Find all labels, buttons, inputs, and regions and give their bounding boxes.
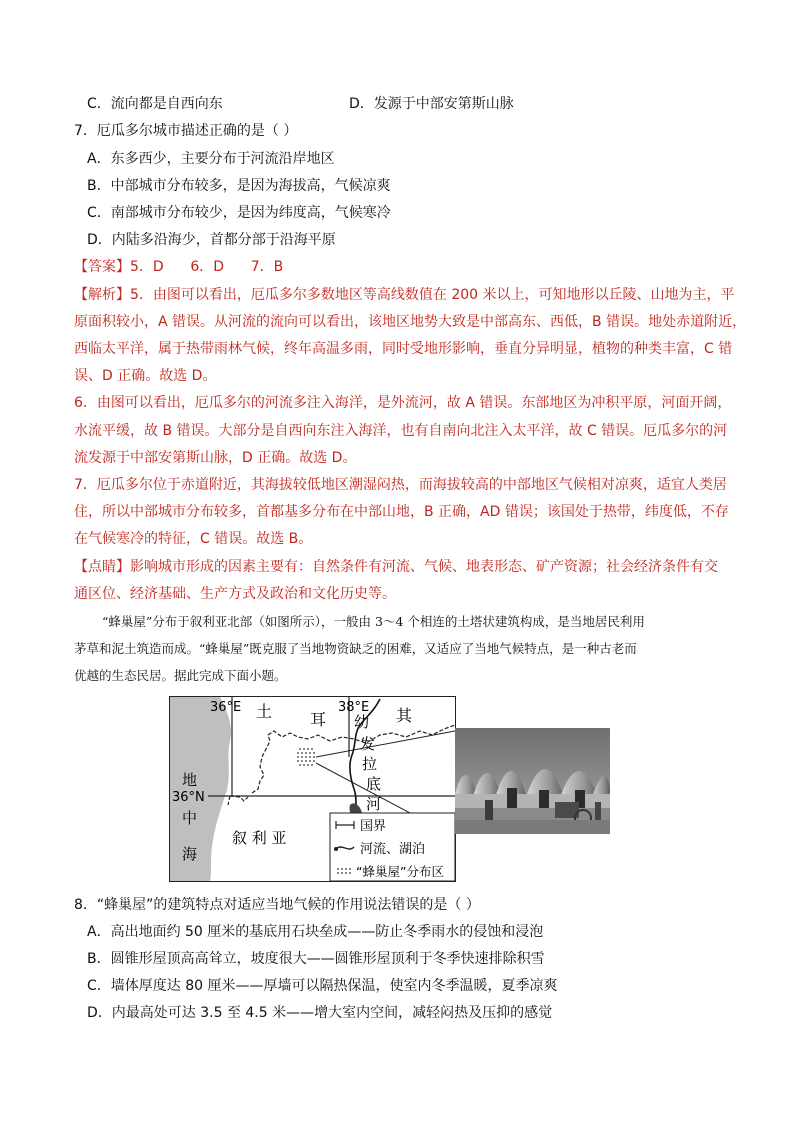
analysis-text-1: 5．由图可以看出，厄瓜多尔多数地区等高线数值在 200 米以上，可知地形以丘陵、山地为主，平 — [130, 287, 735, 303]
label-sea-2: 中 — [182, 809, 198, 827]
option-7c: C．南部城市分布较少，是因为纬度高，气候寒冷 — [87, 205, 391, 221]
label-syria: 叙 利 亚 — [232, 829, 287, 847]
label-euphrates-3: 拉 — [362, 755, 378, 773]
analysis-line-4: 误、D 正确。故选 D。 — [74, 368, 217, 384]
option-8a: A．高出地面约 50 厘米的基底用石块垒成——防止冬季雨水的侵蚀和浸泡 — [87, 924, 544, 940]
answer-line — [74, 257, 283, 277]
analysis-label: 【解析】 — [74, 287, 130, 303]
key-point-text-1: 影响城市形成的因素主要有：自然条件有河流、气候、地表形态、矿产资源；社会经济条件有交 — [130, 559, 718, 575]
question-8: 8．“蜂巢屋”的建筑特点对适应当地气候的作用说法错误的是（ ） — [74, 897, 480, 913]
option-7d: D．内陆多沿海少，首都分部于沿海平原 — [87, 232, 336, 248]
analysis-line-9: 住，所以中部城市分布较多，首都基多分布在中部山地，B 正确，AD 错误；该国处于热带，纬度低，不存 — [74, 504, 729, 520]
analysis-line-1 — [74, 285, 735, 305]
analysis-line-2: 原面积较小，A 错误。从河流的流向可以看出，该地区地势大致是中部高东、西低，B 错误。地处赤道附近， — [74, 314, 747, 330]
analysis-line-3: 西临太平洋，属于热带雨林气候，终年高温多雨，同时受地形影响，垂直分异明显，植物的种类丰富，C 错 — [74, 341, 733, 357]
option-5c: C．流向都是自西向东 — [87, 96, 223, 112]
option-8c: C．墙体厚度达 80 厘米——厚墙可以隔热保温，使室内冬季温暖，夏季凉爽 — [87, 978, 558, 994]
legend-beehive-label: “蜂巢屋”分布区 — [356, 864, 444, 879]
key-point-label: 【点睛】 — [74, 559, 130, 575]
beehive-house-photo — [455, 728, 610, 834]
passage-line-1: “蜂巢屋”分布于叙利亚北部（如图所示），一般由 3～4 个相连的土塔状建筑构成，是当地居民利用 — [102, 614, 645, 629]
question-7: 7．厄瓜多尔城市描述正确的是（ ） — [74, 123, 298, 139]
option-7b: B．中部城市分布较多，是因为海拔高，气候凉爽 — [87, 178, 391, 194]
label-euphrates-2: 发 — [360, 735, 376, 753]
map-svg — [170, 697, 455, 881]
analysis-line-8: 7．厄瓜多尔位于赤道附近，其海拔较低地区潮湿闷热，而海拔较高的中部地区气候相对凉爽，适宜人类居 — [74, 477, 727, 493]
mediterranean-sea-area — [170, 697, 231, 881]
beehive-distribution-area — [297, 748, 315, 766]
callout-line-top — [316, 731, 455, 757]
label-lon-38e: 38°E — [338, 700, 370, 715]
option-8b: B．圆锥形屋顶高高耸立，坡度很大——圆锥形屋顶利于冬季快速排除积雪 — [87, 951, 545, 967]
analysis-line-5: 6．由图可以看出，厄瓜多尔的河流多注入海洋，是外流河，故 A 错误。东部地区为冲积平原，河面开阔， — [74, 395, 732, 411]
key-point-line-2: 通区位、经济基础、生产方式及政治和文化历史等。 — [74, 586, 396, 602]
option-8d: D．内最高处可达 3.5 至 4.5 米——增大室内空间，减轻闷热及压抑的感觉 — [87, 1005, 553, 1021]
passage-line-3: 优越的生态民居。据此完成下面小题。 — [74, 668, 287, 683]
label-sea-3: 海 — [182, 845, 198, 863]
label-euphrates-5: 河 — [366, 795, 382, 813]
label-lon-36e: 36°E — [210, 700, 242, 715]
map-figure — [169, 696, 456, 882]
analysis-line-6: 水流平缓，故 B 错误。大部分是自西向东注入海洋，也有自南向北注入太平洋，故 C 错误。厄瓜多尔的河 — [74, 423, 728, 439]
label-lat-36n: 36°N — [172, 790, 205, 805]
label-euphrates-4: 底 — [366, 775, 382, 793]
label-turkey-1: 土 — [256, 702, 273, 721]
beehive-photo-svg — [455, 728, 610, 834]
label-euphrates-1: 幼 — [354, 713, 370, 731]
option-7a: A．东多西少，主要分布于河流沿岸地区 — [87, 151, 335, 167]
analysis-line-7: 流发源于中部安第斯山脉，D 正确。故选 D。 — [74, 450, 357, 466]
key-point-line-1 — [74, 557, 718, 577]
label-sea-1: 地 — [182, 771, 198, 789]
label-turkey-2: 耳 — [310, 710, 327, 729]
legend-river-label: 河流、湖泊 — [360, 842, 426, 857]
analysis-line-10: 在气候寒冷的特征，C 错误。故选 B。 — [74, 531, 313, 547]
legend-border-label: 国界 — [360, 819, 387, 834]
label-turkey-3: 其 — [396, 706, 413, 725]
answer-text: 5．D 6．D 7．B — [130, 259, 284, 275]
passage-line-2: 茅草和泥土筑造而成。“蜂巢屋”既克服了当地物资缺乏的困难，又适应了当地气候特点，是一种古老而 — [74, 641, 637, 656]
option-5d: D．发源于中部安第斯山脉 — [349, 96, 514, 112]
answer-label: 【答案】 — [74, 259, 130, 275]
